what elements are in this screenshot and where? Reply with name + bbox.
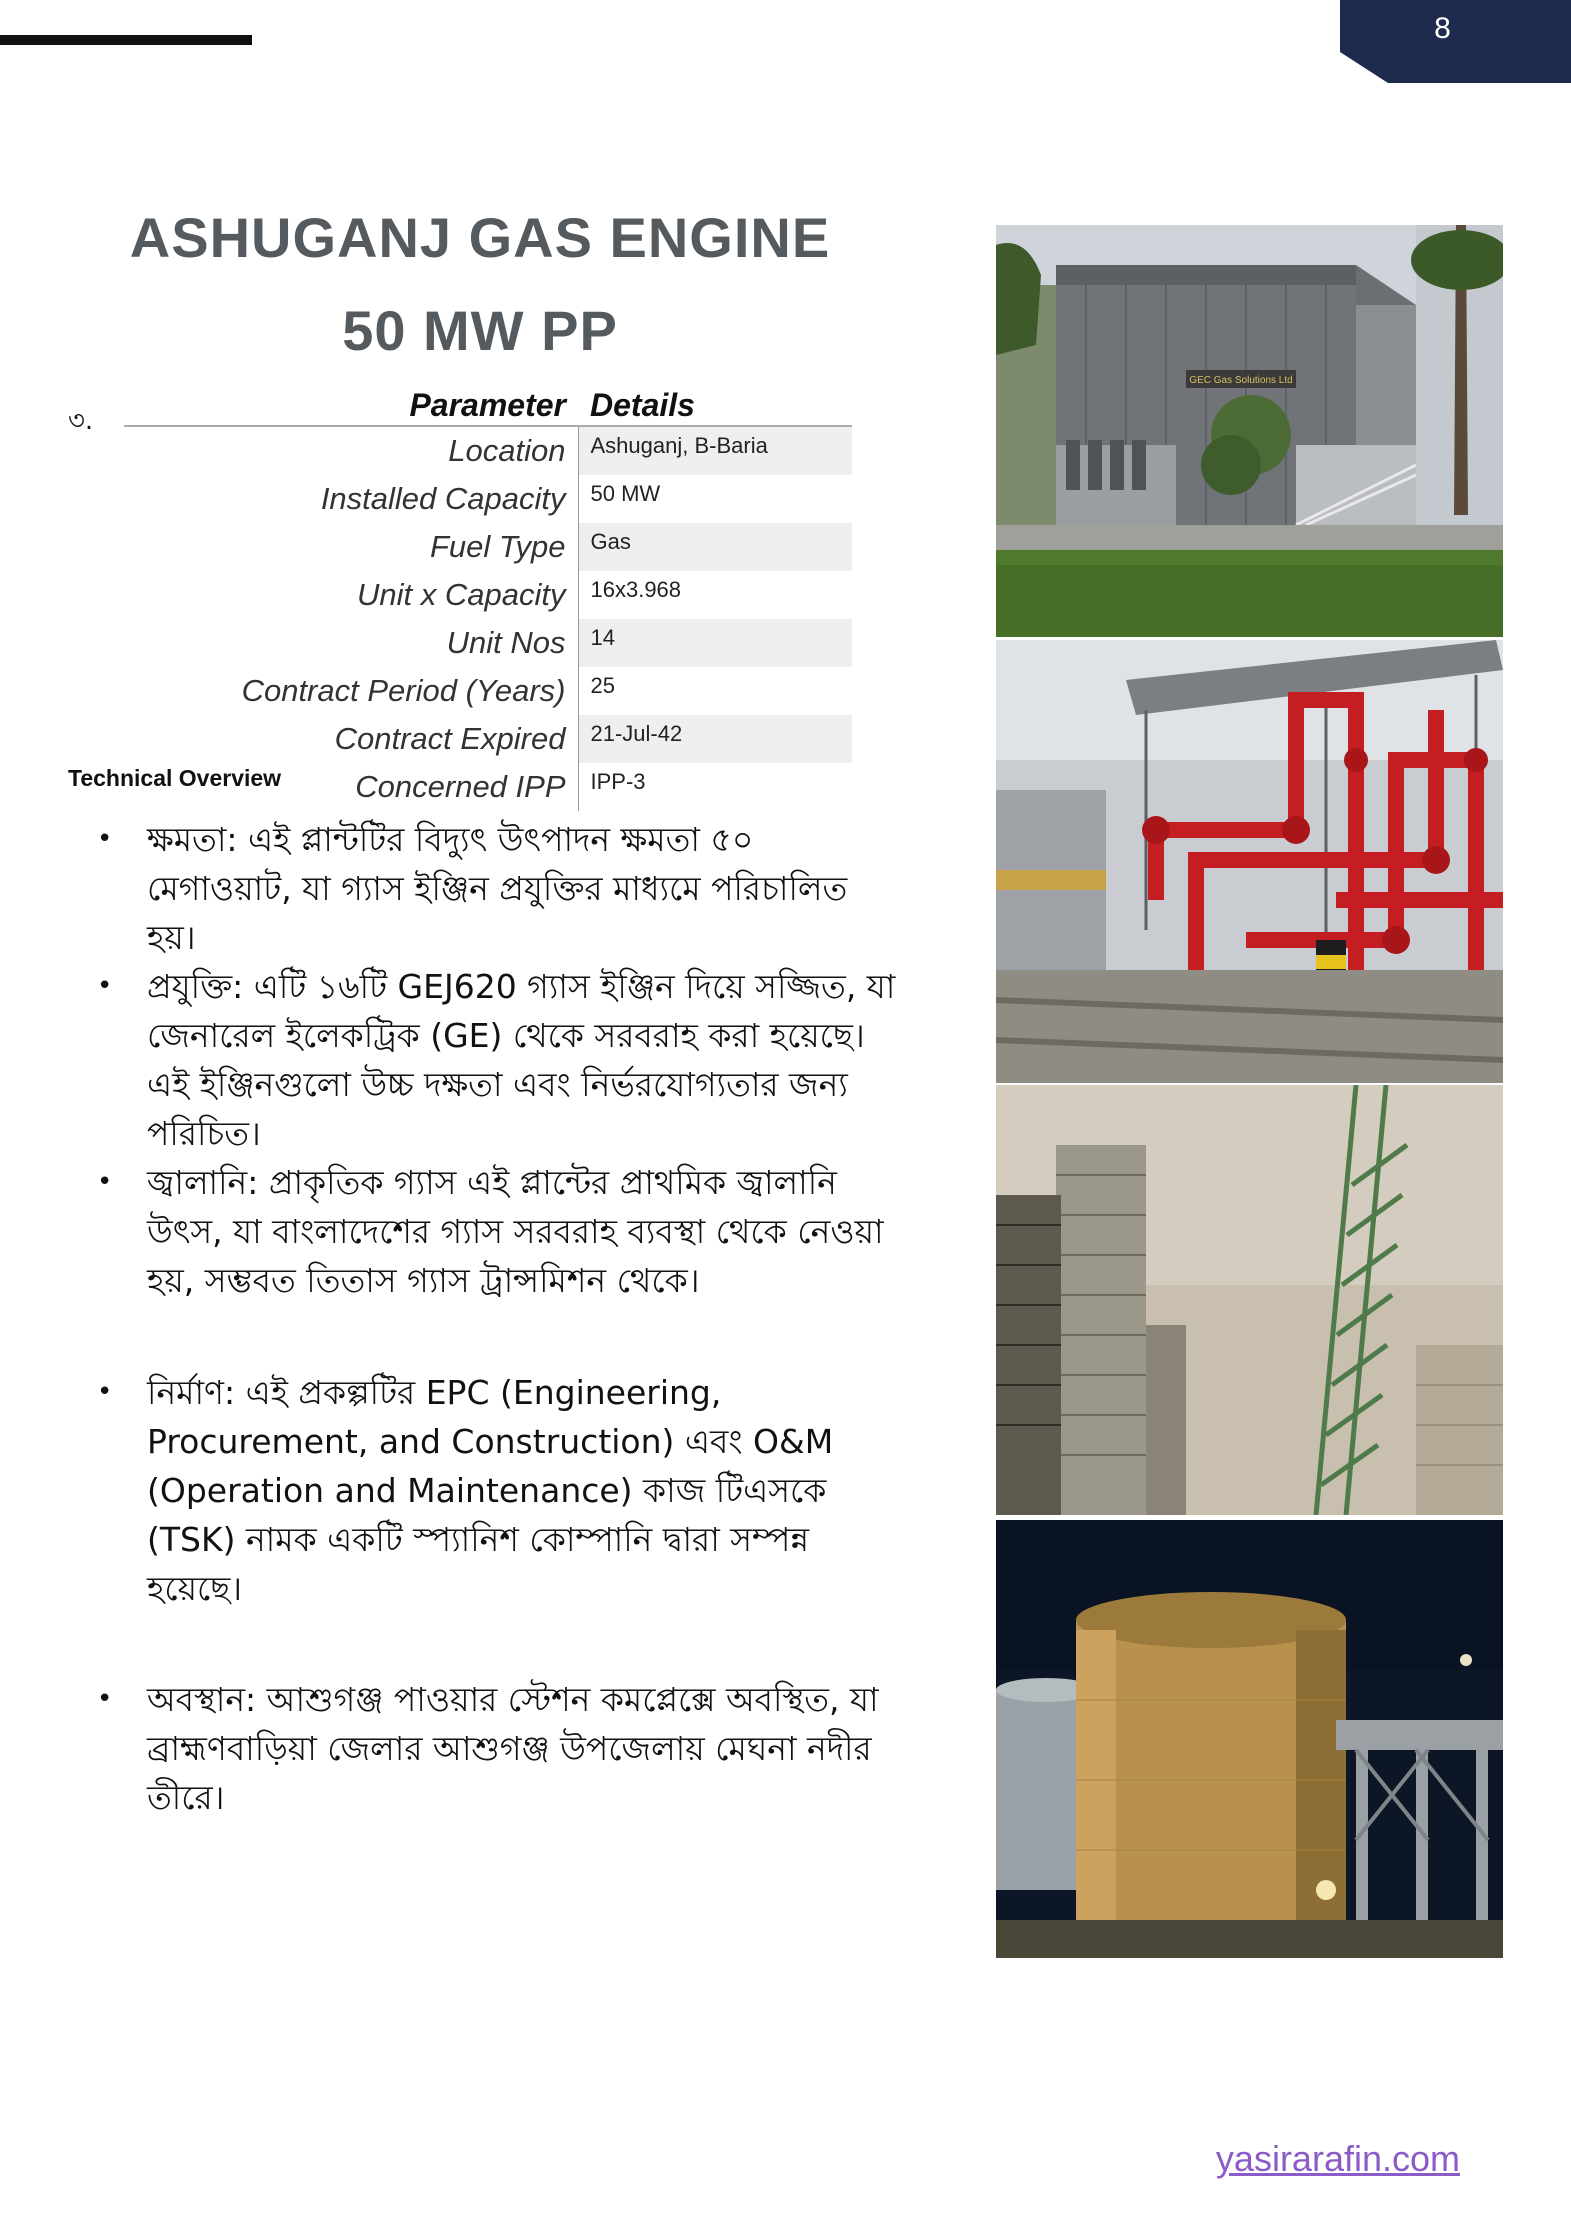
building-sign: GEC Gas Solutions Ltd: [1189, 375, 1293, 386]
param-unit-capacity: Unit x Capacity: [124, 571, 578, 619]
table-row: [124, 715, 852, 763]
table-row: [124, 619, 852, 667]
param-concerned-ipp: Concerned IPP: [124, 763, 578, 811]
table-row: [124, 667, 852, 715]
footer-website-link[interactable]: yasirarafin.com: [1215, 2138, 1460, 2179]
value-location: Ashuganj, B-Baria: [578, 426, 852, 475]
value-fuel-type: Gas: [578, 523, 852, 571]
table-row: [124, 426, 852, 475]
param-contract-expired: Contract Expired: [124, 715, 578, 763]
value-concerned-ipp: IPP-3: [590, 769, 646, 794]
list-item-location: • অবস্থান: আশুগঞ্জ পাওয়ার স্টেশন কমপ্লেক্সে অবস্থিত, যা ব্রাহ্মণবাড়িয়া জেলার আশুগঞ্জ উপজেলায় মেঘনা নদীর তীরে।: [95, 1675, 905, 1822]
photo-engine-building: [996, 225, 1503, 637]
table-row: [124, 571, 852, 619]
page-title-line2: 50 MW PP: [342, 299, 618, 362]
technical-overview-list: [95, 815, 905, 1822]
list-item-fuel: • জ্বালানি: প্রাকৃতিক গ্যাস এই প্লান্টের প্রাথমিক জ্বালানি উৎস, যা বাংলাদেশের গ্যাস সরবরাহ ব্যবস্থা থেকে নেওয়া হয়, সম্ভবত তিতাস গ্যাস ট্রান্সমিশন থেকে।: [95, 1158, 905, 1305]
list-item-technology: • প্রযুক্তি: এটি ১৬টি GEJ620 গ্যাস ইঞ্জিন দিয়ে সজ্জিত, যা জেনারেল ইলেকট্রিক (GE) থেকে সরবরাহ করা হয়েছে। এই ইঞ্জিনগুলো উচ্চ দক্ষতা এবং নির্ভরযোগ্যতার জন্য পরিচিত।: [95, 962, 905, 1158]
value-contract-period: 25: [590, 673, 615, 698]
value-unit-capacity: 16x3.968: [590, 577, 682, 602]
list-item-capacity: • ক্ষমতা: এই প্লান্টটির বিদ্যুৎ উৎপাদন ক্ষমতা ৫০ মেগাওয়াট, যা গ্যাস ইঞ্জিন প্রযুক্তির মাধ্যমে পরিচালিত হয়।: [95, 815, 905, 962]
value-unit-nos: 14: [578, 619, 852, 667]
list-item-construction: • নির্মাণ: এই প্রকল্পটির EPC (Engineering, Procurement, and Construction) এবং O&M (Operation and Maintenance) কাজ টিএসকে (TSK) নামক একটি স্প্যানিশ কোম্পানি দ্বারা সম্পন্ন হয়েছে।: [95, 1368, 905, 1613]
page-title-line1: ASHUGANJ GAS ENGINE: [129, 206, 831, 269]
photo-storage-tank-night: [996, 1520, 1503, 1958]
page-number: 8: [1434, 12, 1451, 45]
table-header-row: [124, 383, 852, 426]
param-fuel-type: Fuel Type: [124, 523, 578, 571]
header-details: Details: [578, 383, 852, 426]
table-row: [124, 475, 852, 523]
list-marker: ৩.: [68, 406, 94, 436]
param-contract-period: Contract Period (Years): [124, 667, 578, 715]
photo-construction-site: [996, 1085, 1503, 1515]
header-parameter: Parameter: [124, 383, 578, 426]
value-installed-capacity: 50 MW: [590, 481, 661, 506]
top-rule: [0, 35, 252, 45]
value-contract-expired: 21-Jul-42: [578, 715, 852, 763]
param-installed-capacity: Installed Capacity: [124, 475, 578, 523]
table-row: [124, 523, 852, 571]
param-location: Location: [124, 426, 578, 475]
technical-overview-heading: Technical Overview: [68, 765, 282, 791]
parameter-table: [124, 383, 852, 811]
photo-red-piping: [996, 640, 1503, 1083]
param-unit-nos: Unit Nos: [124, 619, 578, 667]
